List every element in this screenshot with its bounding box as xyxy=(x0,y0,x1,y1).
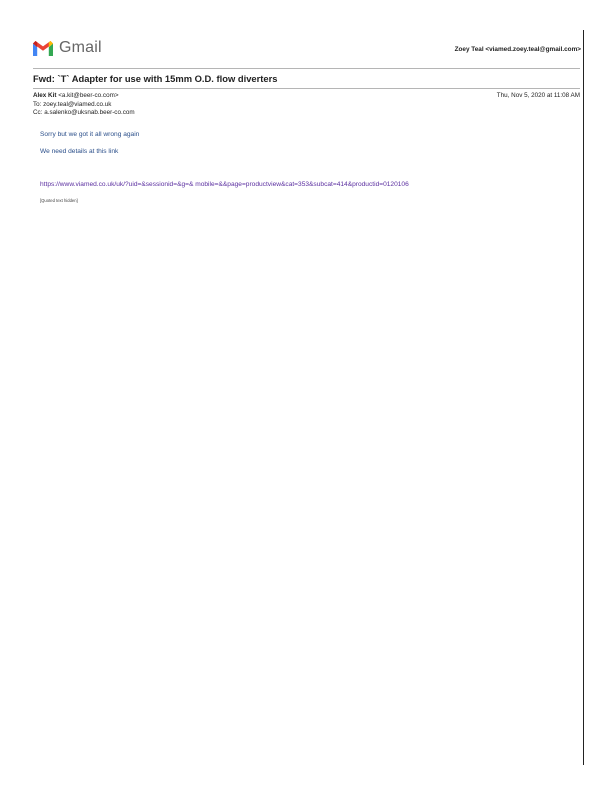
sender-name: Alex Kit xyxy=(33,92,57,99)
body-line: We need details at this link xyxy=(40,148,119,155)
divider-subject xyxy=(33,88,580,89)
body-line: Sorry but we got it all wrong again xyxy=(40,131,140,138)
divider-top xyxy=(33,68,580,69)
product-link[interactable]: https://www.viamed.co.uk/uk/?uid=&sessionid=&g=& mobile=&&page=productview&cat=353&subcat=414&productid=0120106 xyxy=(40,181,409,188)
gmail-m-icon xyxy=(33,41,53,56)
gmail-logo xyxy=(33,39,102,57)
cc-row: Cc: a.salenko@uksnab.beer-co.com xyxy=(33,109,135,116)
gmail-wordmark: Gmail xyxy=(59,39,102,56)
account-label: Zoey Teal <viamed.zoey.teal@gmail.com> xyxy=(454,46,581,53)
print-header xyxy=(33,38,581,60)
to-row: To: zoey.teal@viamed.co.uk xyxy=(33,100,112,108)
message-meta xyxy=(33,92,580,118)
page-right-border xyxy=(583,30,584,765)
quoted-text-toggle[interactable]: [Quoted text hidden] xyxy=(40,198,78,203)
message-date: Thu, Nov 5, 2020 at 11:08 AM xyxy=(496,92,580,99)
email-subject: Fwd: `T` Adapter for use with 15mm O.D. flow diverters xyxy=(33,73,278,84)
sender-address: <a.kit@beer-co.com> xyxy=(58,92,119,99)
